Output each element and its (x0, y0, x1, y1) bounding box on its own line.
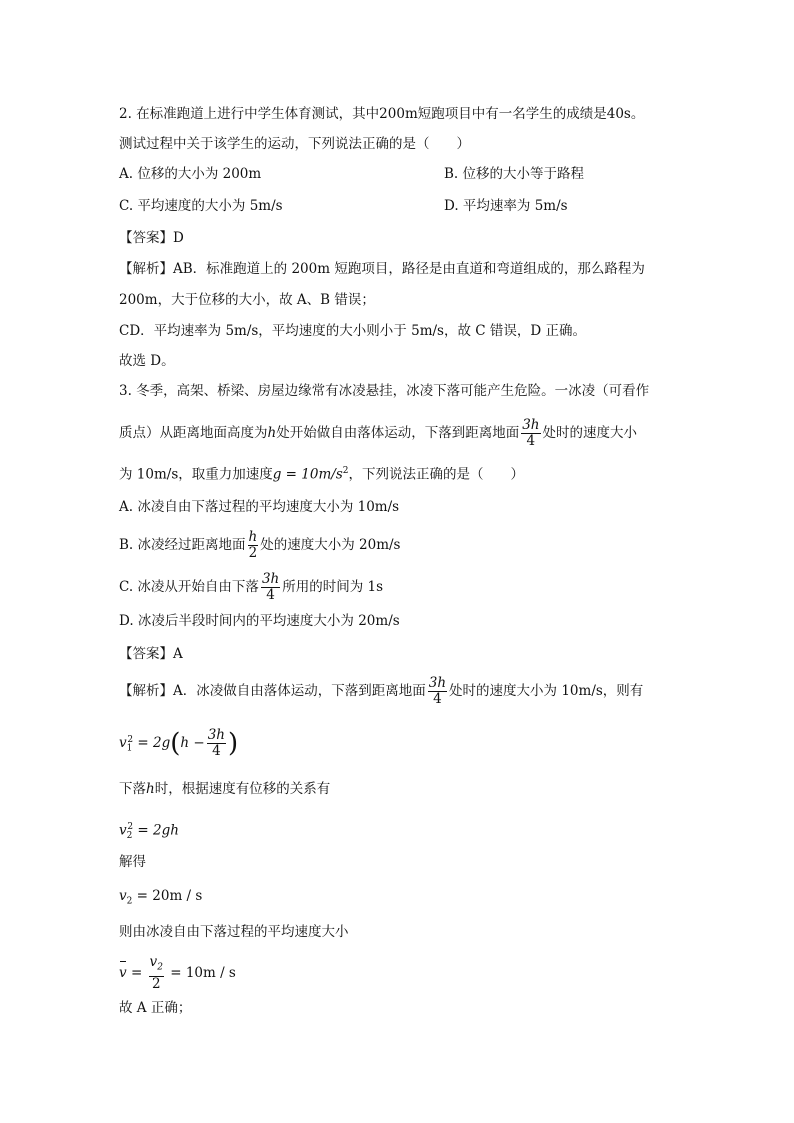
equation-v2-squared: $v_2^2 = 2gh$ (119, 822, 179, 842)
gravity-expression: g = 10m/s (272, 466, 343, 483)
q3-option-d: D. 冰凌后半段时间内的平均速度大小为 20m/s (119, 613, 400, 629)
q3-option-c: C. 冰凌从开始自由下落 $\frac{3h}{4}$ 所用的时间为 1s (119, 571, 384, 603)
var-h: h (267, 425, 277, 441)
fraction-3h-over-4: $\frac{3h}{4}$ (261, 571, 280, 603)
q3-stem-line3: 为 10m/s，取重力加速度$g = 10m/s^2$，下列说法正确的是（ ） (119, 466, 524, 483)
q2-analysis-line3: CD．平均速率为 5m/s，平均速度的大小则小于 5m/s，故 C 错误，D 正确。 (119, 323, 586, 339)
fraction-v2-over-2: $\frac{v_2}{2}$ (149, 954, 163, 992)
fraction-3h-over-4: $\frac{3h}{4}$ (207, 727, 226, 759)
q2-stem-line1: 2. 在标准跑道上进行中学生体育测试，其中200m短跑项目中有一名学生的成绩是40s。 (119, 106, 645, 122)
q2-stem-line2: 测试过程中关于该学生的运动，下列说法正确的是（ ） (119, 136, 470, 152)
q2-option-b: B. 位移的大小等于路程 (444, 166, 585, 182)
q3-stem-line1: 3. 冬季，高架、桥梁、房屋边缘常有冰凌悬挂，冰凌下落可能产生危险。一冰凌（可看作 (119, 383, 650, 399)
average-velocity-text: 则由冰凌自由下落过程的平均速度大小 (119, 924, 349, 940)
equation-average-velocity: v = $\frac{v_2}{2}$ = 10m / s (119, 954, 236, 992)
q3-stem-line2: 质点）从距离地面高度为h处开始做自由落体运动，下落到距离地面 $\frac{3h}{4}$ 处时的速度大小 (119, 417, 637, 449)
fraction-3h-over-4: $\frac{3h}{4}$ (428, 675, 447, 707)
equation-v2-value: $v_2 = 20m / s$ (119, 888, 203, 907)
q2-option-d: D. 平均速率为 5m/s (444, 198, 568, 214)
q2-analysis-line1: 【解析】AB．标准跑道上的 200m 短跑项目，路径是由直道和弯道组成的，那么路程为 (119, 261, 645, 277)
q3-option-a: A. 冰凌自由下落过程的平均速度大小为 10m/s (119, 499, 400, 515)
q3-answer: 【答案】A (119, 646, 183, 662)
q3-option-b: B. 冰凌经过距离地面 $\frac{h}{2}$ 处的速度大小为 20m/s (119, 529, 401, 561)
q2-option-c: C. 平均速度的大小为 5m/s (119, 198, 283, 214)
fraction-3h-over-4: $\frac{3h}{4}$ (522, 417, 540, 449)
solve-label: 解得 (119, 854, 146, 870)
q3-partial-conclusion: 故 A 正确； (119, 1000, 192, 1016)
fall-h-text: 下落h时，根据速度有位移的关系有 (119, 781, 331, 797)
q2-analysis-line2: 200m，大于位移的大小，故 A、B 错误； (119, 292, 375, 308)
q3-analysis-a: 【解析】A．冰凌做自由落体运动，下落到距离地面 $\frac{3h}{4}$ 处时的速度大小为 10m/s，则有 (119, 675, 644, 707)
fraction-h-over-2: $\frac{h}{2}$ (248, 529, 258, 561)
q2-conclusion: 故选 D。 (119, 353, 175, 369)
q2-answer: 【答案】D (119, 230, 184, 246)
q2-option-a: A. 位移的大小为 200m (119, 166, 262, 182)
equation-v1: $v_1^2 = 2g(h$ − $\frac{3h}{4}$ ) (119, 727, 239, 759)
